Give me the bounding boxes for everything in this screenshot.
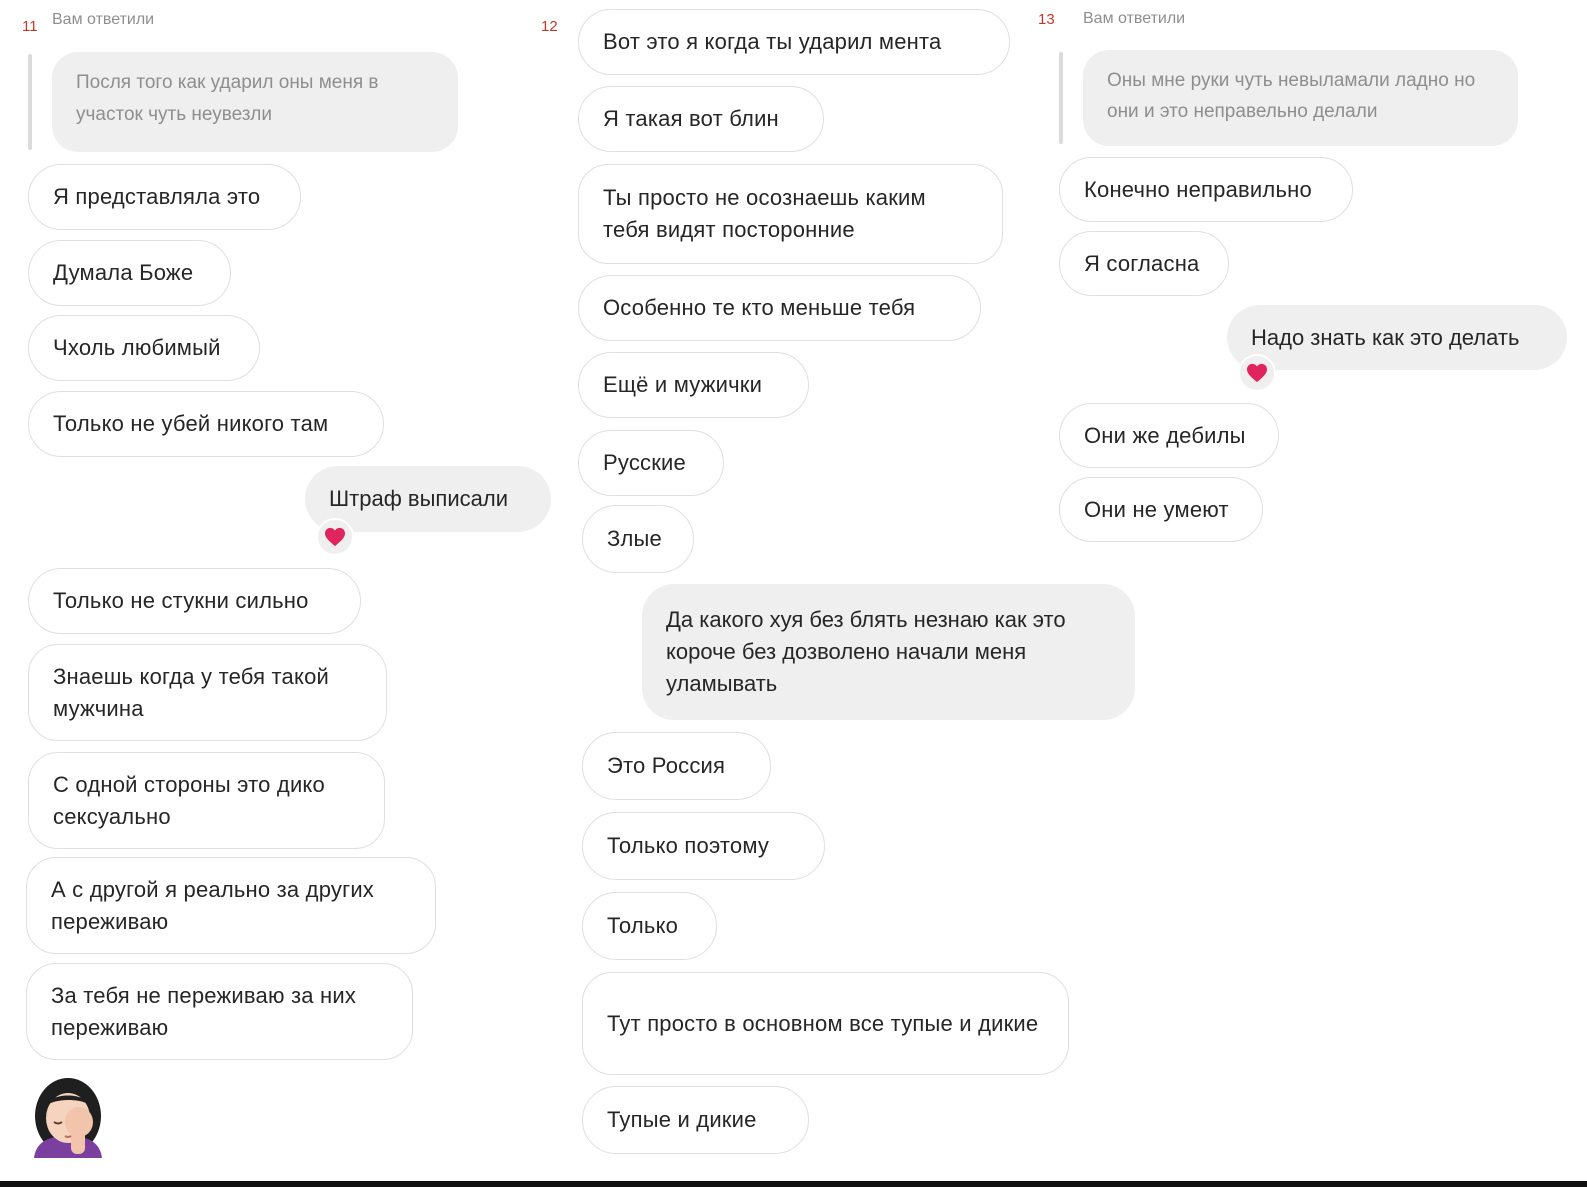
quoted-message[interactable]: Оны мне руки чуть невыламали ладно но они и это неправельно делали (1083, 50, 1518, 146)
incoming-message[interactable]: Я согласна (1059, 231, 1229, 296)
incoming-message[interactable]: Только не убей никого там (28, 391, 384, 457)
incoming-message[interactable]: Злые (582, 505, 694, 573)
incoming-message[interactable]: Только поэтому (582, 812, 825, 880)
heart-icon (1246, 363, 1268, 383)
incoming-message[interactable]: Знаешь когда у тебя такой мужчина (28, 644, 387, 741)
heart-icon (324, 527, 346, 547)
incoming-message[interactable]: Особенно те кто меньше тебя (578, 275, 981, 341)
incoming-message[interactable]: Русские (578, 430, 724, 496)
incoming-message[interactable]: Ещё и мужички (578, 352, 809, 418)
incoming-message[interactable]: Они же дебилы (1059, 403, 1279, 468)
outgoing-message[interactable]: Да какого хуя без блять незнаю как это короче без дозволено начали меня уламывать (642, 584, 1135, 720)
outgoing-message[interactable]: Штраф выписали (305, 466, 551, 532)
incoming-message[interactable]: Думала Боже (28, 240, 231, 306)
incoming-message[interactable]: Они не умеют (1059, 477, 1263, 542)
incoming-message[interactable]: Это Россия (582, 732, 771, 800)
incoming-message[interactable]: Вот это я когда ты ударил мента (578, 9, 1010, 75)
incoming-message[interactable]: А с другой я реально за других переживаю (26, 857, 436, 954)
page-index: 11 (22, 18, 38, 35)
page-index: 12 (541, 18, 558, 35)
outgoing-message[interactable]: Надо знать как это делать (1227, 305, 1567, 370)
incoming-message[interactable]: Ты просто не осознаешь каким тебя видят посторонние (578, 164, 1003, 264)
incoming-message[interactable]: Я такая вот блин (578, 86, 824, 152)
incoming-message[interactable]: Конечно неправильно (1059, 157, 1353, 222)
reply-bar (1059, 52, 1063, 144)
reaction-badge[interactable] (316, 518, 354, 556)
incoming-message[interactable]: Тут просто в основном все тупые и дикие (582, 972, 1069, 1075)
page-index: 13 (1038, 11, 1055, 28)
incoming-message[interactable]: За тебя не переживаю за них переживаю (26, 963, 413, 1060)
bottom-edge-bar (0, 1181, 1587, 1187)
reply-label: Вам ответили (1083, 10, 1186, 27)
reply-bar (28, 54, 32, 150)
incoming-message[interactable]: С одной стороны это дико сексуально (28, 752, 385, 849)
reaction-badge[interactable] (1238, 354, 1276, 392)
incoming-message[interactable]: Чхоль любимый (28, 315, 260, 381)
incoming-message[interactable]: Только не стукни сильно (28, 568, 361, 634)
incoming-message[interactable]: Только (582, 892, 717, 960)
incoming-message[interactable]: Тупые и дикие (582, 1086, 809, 1154)
reply-label: Вам ответили (52, 11, 155, 28)
face-palm-woman-sticker[interactable] (28, 1076, 108, 1158)
incoming-message[interactable]: Я представляла это (28, 164, 301, 230)
quoted-message[interactable]: Посля того как ударил оны меня в участок чуть неувезли (52, 52, 458, 152)
